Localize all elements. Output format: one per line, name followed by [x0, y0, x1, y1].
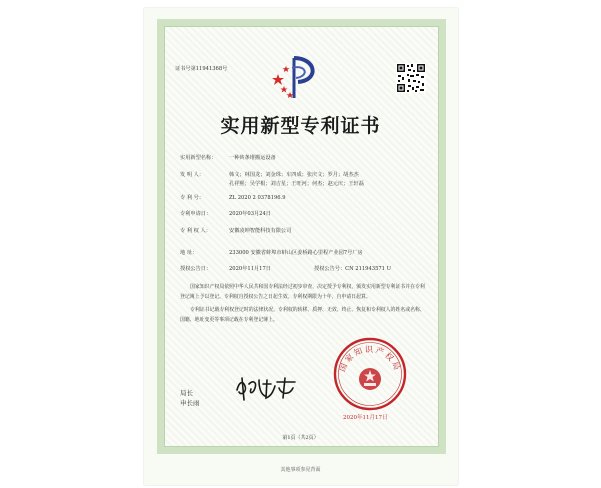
director-block [180, 388, 200, 408]
field-value-inventors: 韩文；林国龙；刘金珠；车四成；张庆文；罗月；胡杰杰 [229, 172, 359, 178]
page-number: 第1页（共2页） [282, 435, 319, 441]
official-seal [333, 337, 407, 411]
statement-paragraph: 国家知识产权局依照中华人民共和国专利法经过初步审查，决定授予专利权，颁发实用新型专利证书并在专利登记簿上予以登记。专利权自授权公告之日起生效。专利权期限为十年，自申请日起算。 [180, 284, 425, 300]
director-signature [233, 374, 303, 404]
field-value-inventors-cont: 孔祥熙；吴学根；刘吉星；王旺河；何杰；赵元庆；王轩磊 [229, 181, 364, 187]
seal-date: 2020年11月17日 [343, 415, 388, 421]
director-name: 申长雨 [180, 399, 200, 407]
field-value-name: 一种砖条堆搬运设备 [229, 155, 276, 161]
field-value-patentee: 安徽凌坤智能科技有限公司 [229, 228, 292, 234]
director-title: 局长 [180, 389, 193, 397]
field-value-filing-date: 2020年03月24日 [229, 211, 271, 217]
statement-paragraph: 专利证书记载专利权登记时的法律状况。专利权的转移、质押、无效、终止、恢复和专利权人的姓名或名称、国籍、地址变更等事项记载在专利登记簿上。 [180, 307, 425, 323]
field-label-grant-date: 授权公告日： [180, 266, 212, 272]
grant-publication-no: 授权公告号：CN 211943571 U [314, 266, 392, 272]
field-value-grant-date: 2020年11月17日 [229, 266, 271, 272]
footer-note: 其他事项参见背面 [280, 467, 321, 473]
certificate-title: 实用新型专利证书 [220, 115, 381, 137]
field-label-patentee: 专 利 权 人： [180, 228, 211, 234]
seal-text: 国家知识产权局 [337, 345, 403, 374]
statement-block [180, 282, 425, 325]
field-value-patent-no: ZL 2020 2 0378196.9 [229, 195, 286, 201]
national-emblem-icon [359, 368, 381, 390]
field-label-inventors: 发 明 人： [180, 172, 205, 178]
patent-office-logo-icon [270, 54, 322, 102]
field-label-patent-no: 专 利 号： [180, 195, 205, 201]
field-label-address: 地 址： [180, 250, 198, 256]
field-label-filing-date: 专利申请日： [180, 211, 212, 217]
qr-code-icon [396, 63, 426, 93]
field-label-name: 实用新型名称： [180, 155, 217, 161]
field-value-address: 233000 安徽省蚌埠市蚌山区姜桥路心里程产业园7号厂房 [229, 250, 363, 256]
certificate-number: 证书号第11941368号 [175, 66, 228, 72]
